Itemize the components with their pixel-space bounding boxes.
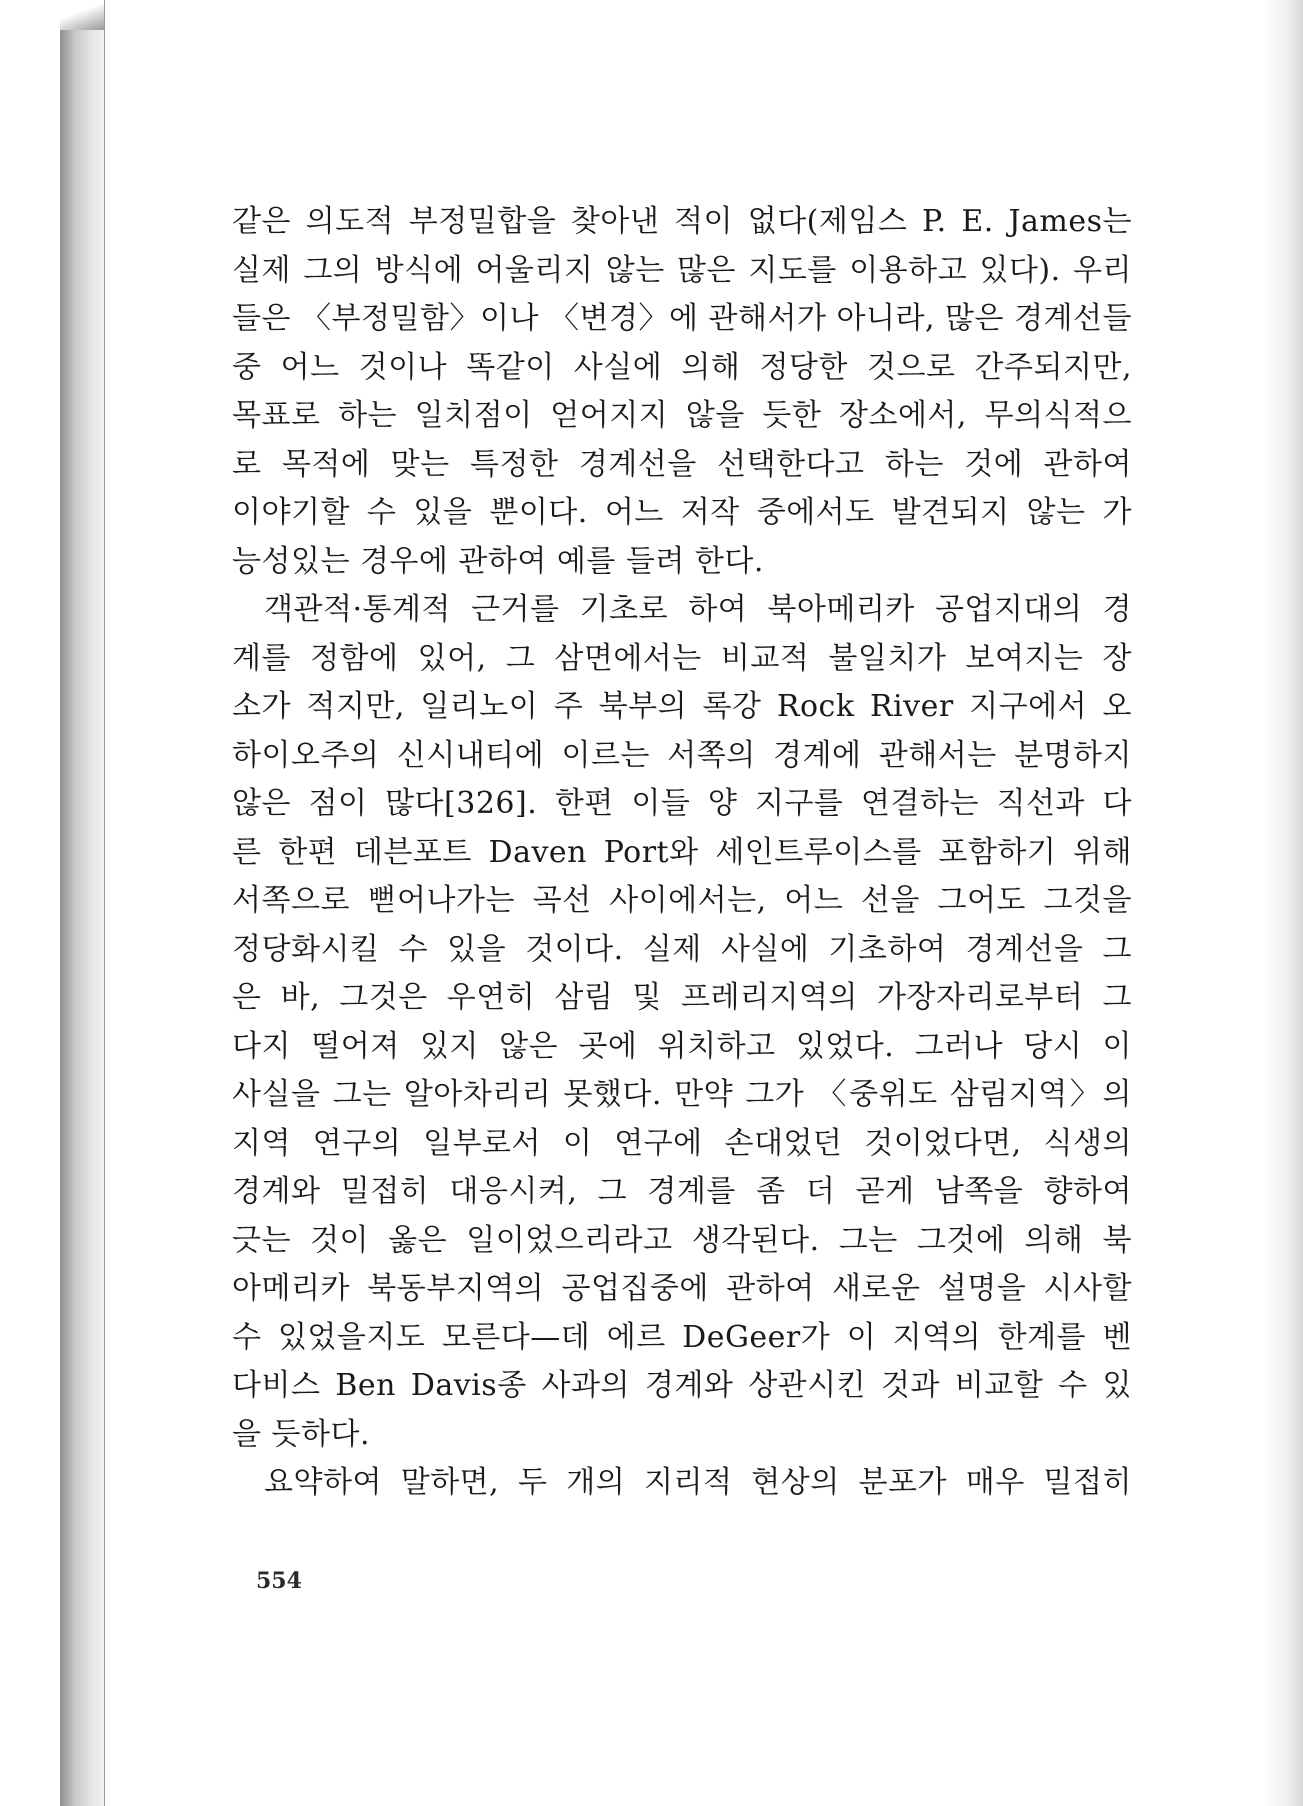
text-line: 않은 점이 많다[326]. 한편 이들 양 지구를 연결하는 직선과 다 [232, 786, 1132, 821]
text-line: 다지 떨어져 있지 않은 곳에 위치하고 있었다. 그러나 당시 이 [232, 1028, 1132, 1064]
text-line: 수 있었을지도 모른다—데 에르 DeGeer가 이 지역의 한계를 벤 [232, 1319, 1132, 1355]
text-line: 다비스 Ben Davis종 사과의 경계와 상관시킨 것과 비교할 수 있 [232, 1368, 1132, 1403]
text-line: 정당화시킬 수 있을 것이다. 실제 사실에 기초하여 경계선을 그 [232, 931, 1132, 967]
paragraph-start: 요약하여 말하면, 두 개의 지리적 현상의 분포가 매우 밀접히 [264, 1465, 1132, 1500]
text-line: 서쪽으로 뻗어나가는 곡선 사이에서는, 어느 선을 그어도 그것을 [232, 883, 1132, 918]
text-line: 사실을 그는 알아차리리 못했다. 만약 그가 〈중위도 삼림지역〉의 [232, 1077, 1132, 1112]
page-right-edge [1263, 0, 1303, 1806]
text-line: 들은 〈부정밀함〉이나 〈변경〉에 관해서가 아니라, 많은 경계선들 [232, 301, 1132, 336]
text-line: 목표로 하는 일치점이 얻어지지 않을 듯한 장소에서, 무의식적으 [232, 398, 1132, 433]
text-line: 계를 정함에 있어, 그 삼면에서는 비교적 불일치가 보여지는 장 [232, 640, 1132, 676]
text-line: 실제 그의 방식에 어울리지 않는 많은 지도를 이용하고 있다). 우리 [232, 252, 1132, 288]
text-line: 아메리카 북동부지역의 공업집중에 관하여 새로운 설명을 시사할 [232, 1271, 1132, 1306]
book-spine [60, 0, 104, 1806]
text-line: 로 목적에 맞는 특정한 경계선을 선택한다고 하는 것에 관하여 [232, 446, 1132, 482]
text-line: 은 바, 그것은 우연히 삼림 및 프레리지역의 가장자리로부터 그 [232, 980, 1132, 1015]
text-line: 하이오주의 신시내티에 이르는 서쪽의 경계에 관해서는 분명하지 [232, 737, 1132, 773]
paragraph-start: 객관적·통계적 근거를 기초로 하여 북아메리카 공업지대의 경 [264, 592, 1132, 627]
text-line: 이야기할 수 있을 뿐이다. 어느 저작 중에서도 발견되지 않는 가 [232, 495, 1132, 530]
text-line: 능성있는 경우에 관하여 예를 들려 한다. [232, 543, 764, 579]
text-line: 경계와 밀접히 대응시켜, 그 경계를 좀 더 곧게 남쪽을 향하여 [232, 1174, 1132, 1209]
page-number: 554 [256, 1568, 302, 1594]
text-line: 른 한편 데븐포트 Daven Port와 세인트루이스를 포함하기 위해 [232, 834, 1132, 870]
text-line: 소가 적지만, 일리노이 주 북부의 록강 Rock River 지구에서 오 [232, 689, 1132, 724]
text-line: 같은 의도적 부정밀합을 찾아낸 적이 없다(제임스 P. E. James는 [232, 204, 1132, 239]
text-line: 긋는 것이 옳은 일이었으리라고 생각된다. 그는 그것에 의해 북 [232, 1222, 1132, 1258]
book-spine-corner [60, 0, 104, 30]
text-line: 을 듯하다. [232, 1416, 370, 1452]
body-text [232, 198, 1132, 1508]
text-line: 지역 연구의 일부로서 이 연구에 손대었던 것이었다면, 식생의 [232, 1125, 1132, 1161]
page-background-left [0, 0, 60, 1806]
text-line: 중 어느 것이나 똑같이 사실에 의해 정당한 것으로 간주되지만, [232, 349, 1132, 385]
